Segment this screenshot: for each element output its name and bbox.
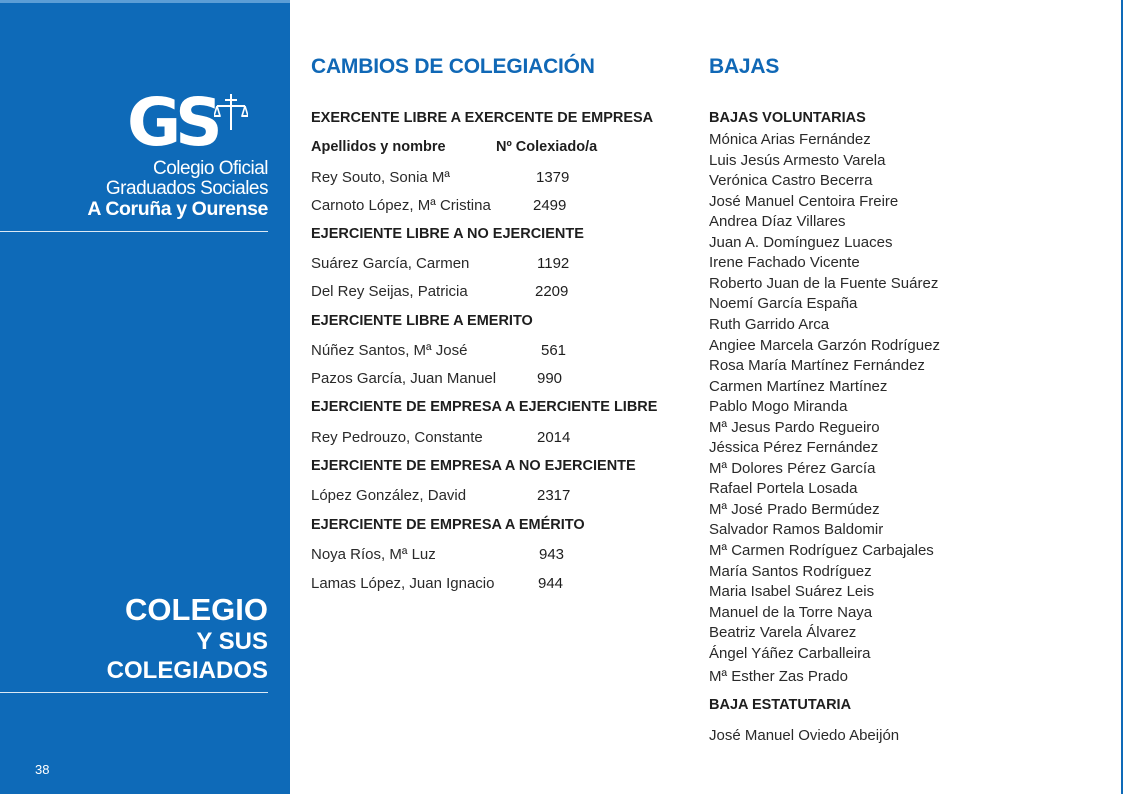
- list-item: Beatriz Varela Álvarez: [709, 624, 857, 641]
- header-name: Apellidos y nombre: [311, 139, 446, 155]
- list-item: Maria Isabel Suárez Leis: [709, 583, 875, 600]
- list-item: María Santos Rodríguez: [709, 563, 872, 580]
- list-item: Irene Fachado Vicente: [709, 254, 860, 271]
- scales-of-justice-icon: [214, 92, 248, 132]
- logo-text-region: A Coruña y Ourense: [87, 198, 268, 220]
- sidebar: [0, 0, 290, 794]
- table-row: [311, 255, 570, 272]
- table-header: [311, 139, 598, 155]
- table-row: [311, 487, 571, 504]
- list-item: Mª Dolores Pérez García: [709, 460, 876, 477]
- group-heading: EJERCIENTE DE EMPRESA A EJERCIENTE LIBRE: [311, 399, 658, 415]
- group-heading: EJERCIENTE LIBRE A NO EJERCIENTE: [311, 226, 584, 242]
- entry-number: 944: [538, 575, 564, 592]
- list-item: Manuel de la Torre Naya: [709, 604, 873, 621]
- logo-text-graduados: Graduados Sociales: [105, 178, 268, 199]
- list-item: Rosa María Martínez Fernández: [709, 357, 925, 374]
- entry-name: López González, David: [311, 487, 467, 504]
- logo-mark: GS: [127, 84, 217, 161]
- table-row: [311, 575, 564, 592]
- group-heading: EJERCIENTE DE EMPRESA A EMÉRITO: [311, 517, 585, 533]
- list-item: Mª Esther Zas Prado: [709, 668, 848, 685]
- section-title-line-3: COLEGIADOS: [106, 657, 268, 684]
- list-item: Salvador Ramos Baldomir: [709, 521, 884, 538]
- group-heading: EXERCENTE LIBRE A EXERCENTE DE EMPRESA: [311, 110, 654, 126]
- entry-number: 2317: [537, 487, 571, 504]
- list-item: Mª José Prado Bermúdez: [709, 501, 880, 518]
- entry-number: 1192: [537, 255, 570, 272]
- entry-name: Noya Ríos, Mª Luz: [311, 546, 436, 563]
- list-item: Juan A. Domínguez Luaces: [709, 234, 893, 251]
- cambios-title: CAMBIOS DE COLEGIACIÓN: [311, 55, 595, 78]
- table-row: [311, 283, 569, 300]
- list-item: Verónica Castro Becerra: [709, 172, 873, 189]
- entry-name: Carnoto López, Mª Cristina: [311, 197, 491, 214]
- entry-number: 2209: [535, 283, 569, 300]
- table-row: [311, 370, 563, 387]
- entry-name: Rey Pedrouzo, Constante: [311, 429, 483, 446]
- list-item: Roberto Juan de la Fuente Suárez: [709, 275, 939, 292]
- bajas-voluntarias-heading: BAJAS VOLUNTARIAS: [709, 110, 866, 126]
- list-item: Angiee Marcela Garzón Rodríguez: [709, 337, 940, 354]
- entry-name: Rey Souto, Sonia Mª: [311, 169, 450, 186]
- list-item: Luis Jesús Armesto Varela: [709, 152, 886, 169]
- list-item: José Manuel Centoira Freire: [709, 193, 899, 210]
- divider-top: [0, 231, 268, 232]
- baja-estatutaria-heading: BAJA ESTATUTARIA: [709, 697, 852, 713]
- entry-number: 1379: [536, 169, 570, 186]
- entry-number: 943: [539, 546, 565, 563]
- list-item: Mónica Arias Fernández: [709, 131, 871, 148]
- entry-name: Del Rey Seijas, Patricia: [311, 283, 468, 300]
- group-heading: EJERCIENTE DE EMPRESA A NO EJERCIENTE: [311, 458, 636, 474]
- list-item: Carmen Martínez Martínez: [709, 378, 888, 395]
- entry-name: Pazos García, Juan Manuel: [311, 370, 497, 387]
- list-item: Pablo Mogo Miranda: [709, 398, 848, 415]
- entry-name: Suárez García, Carmen: [311, 255, 470, 272]
- table-row: [311, 197, 567, 214]
- table-row: [311, 342, 567, 359]
- list-item: Jéssica Pérez Fernández: [709, 439, 879, 456]
- table-row: [311, 546, 565, 563]
- section-title-line-2: Y SUS: [196, 628, 268, 655]
- table-row: [311, 429, 571, 446]
- header-number: Nº Colexiado/a: [496, 139, 598, 155]
- top-accent-line: [0, 0, 290, 3]
- list-item: Ruth Garrido Arca: [709, 316, 830, 333]
- logo-text-colegio: Colegio Oficial: [153, 158, 268, 179]
- entry-number: 990: [537, 370, 563, 387]
- list-item: Mª Carmen Rodríguez Carbajales: [709, 542, 934, 559]
- entry-number: 2014: [537, 429, 571, 446]
- list-item: Rafael Portela Losada: [709, 480, 858, 497]
- entry-name: Núñez Santos, Mª José: [311, 342, 468, 359]
- list-item: Mª Jesus Pardo Regueiro: [709, 419, 880, 436]
- list-item: José Manuel Oviedo Abeijón: [709, 727, 900, 744]
- list-item: Noemí García España: [709, 295, 858, 312]
- list-item: Andrea Díaz Villares: [709, 213, 846, 230]
- entry-number: 561: [541, 342, 567, 359]
- divider-bottom: [0, 692, 268, 693]
- entry-number: 2499: [533, 197, 567, 214]
- list-item: Ángel Yáñez Carballeira: [709, 645, 871, 662]
- table-row: [311, 169, 570, 186]
- section-title-line-1: COLEGIO: [125, 592, 268, 627]
- bajas-title: BAJAS: [709, 55, 780, 78]
- entry-name: Lamas López, Juan Ignacio: [311, 575, 495, 592]
- page-number: 38: [35, 762, 50, 777]
- group-heading: EJERCIENTE LIBRE A EMERITO: [311, 313, 533, 329]
